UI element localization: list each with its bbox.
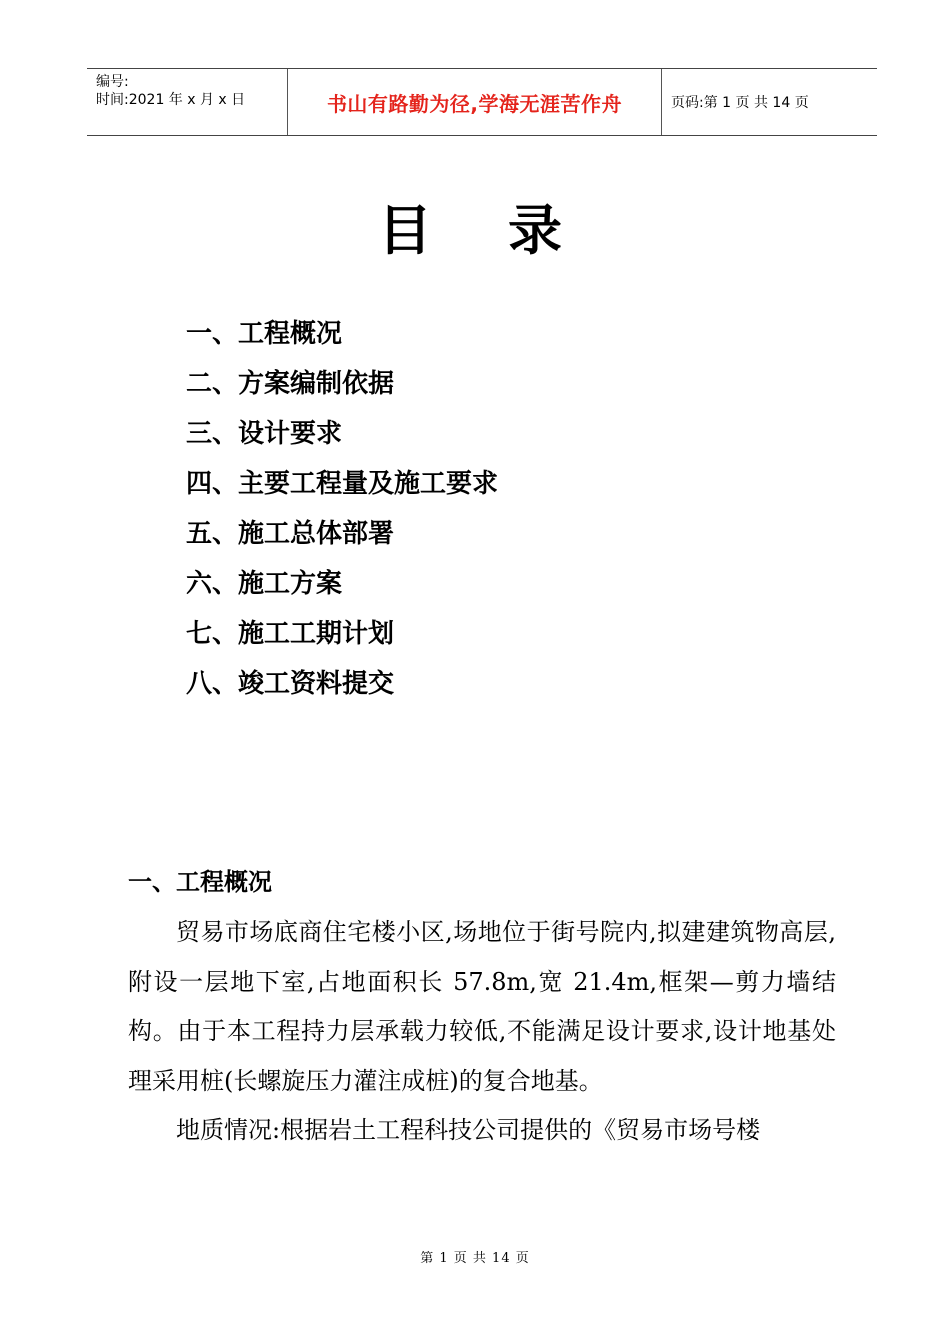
page-header <box>87 68 877 136</box>
document-number-label: 编号: <box>96 74 129 90</box>
toc-item: 二、方案编制依据 <box>186 369 395 399</box>
toc-item: 八、竣工资料提交 <box>186 669 395 699</box>
header-page-info-cell <box>662 69 877 135</box>
toc-item: 七、施工工期计划 <box>186 619 395 649</box>
body-paragraph: 地质情况:根据岩土工程科技公司提供的《贸易市场号楼 <box>176 1116 761 1144</box>
toc-item: 五、施工总体部署 <box>186 519 395 549</box>
page-footer: 第 1 页 共 14 页 <box>420 1251 530 1266</box>
header-page-info: 页码:第 1 页 共 14 页 <box>671 95 809 111</box>
table-of-contents <box>186 313 498 713</box>
document-time-label: 时间:2021 年 x 月 x 日 <box>96 92 246 108</box>
header-meta <box>87 69 288 135</box>
body-paragraph: 贸易市场底商住宅楼小区,场地位于街号院内,拟建建筑物高层,附设一层地下室,占地面积长 57.8m,宽 21.4m,框架—剪力墙结构。由于本工程持力层承载力较低,不能满足设计要求,设计地基处理采用桩(长螺旋压力灌注成桩)的复合地基。 <box>128 918 836 1095</box>
toc-item: 六、施工方案 <box>186 569 343 599</box>
toc-item: 一、工程概况 <box>186 319 343 349</box>
section-heading: 一、工程概况 <box>128 867 272 896</box>
section-body <box>128 908 836 1156</box>
toc-item: 三、设计要求 <box>186 419 343 449</box>
header-motto-cell <box>288 69 662 135</box>
header-motto: 书山有路勤为径,学海无涯苦作舟 <box>326 91 623 116</box>
toc-item: 四、主要工程量及施工要求 <box>186 469 499 499</box>
page-title: 目录 <box>378 198 638 262</box>
